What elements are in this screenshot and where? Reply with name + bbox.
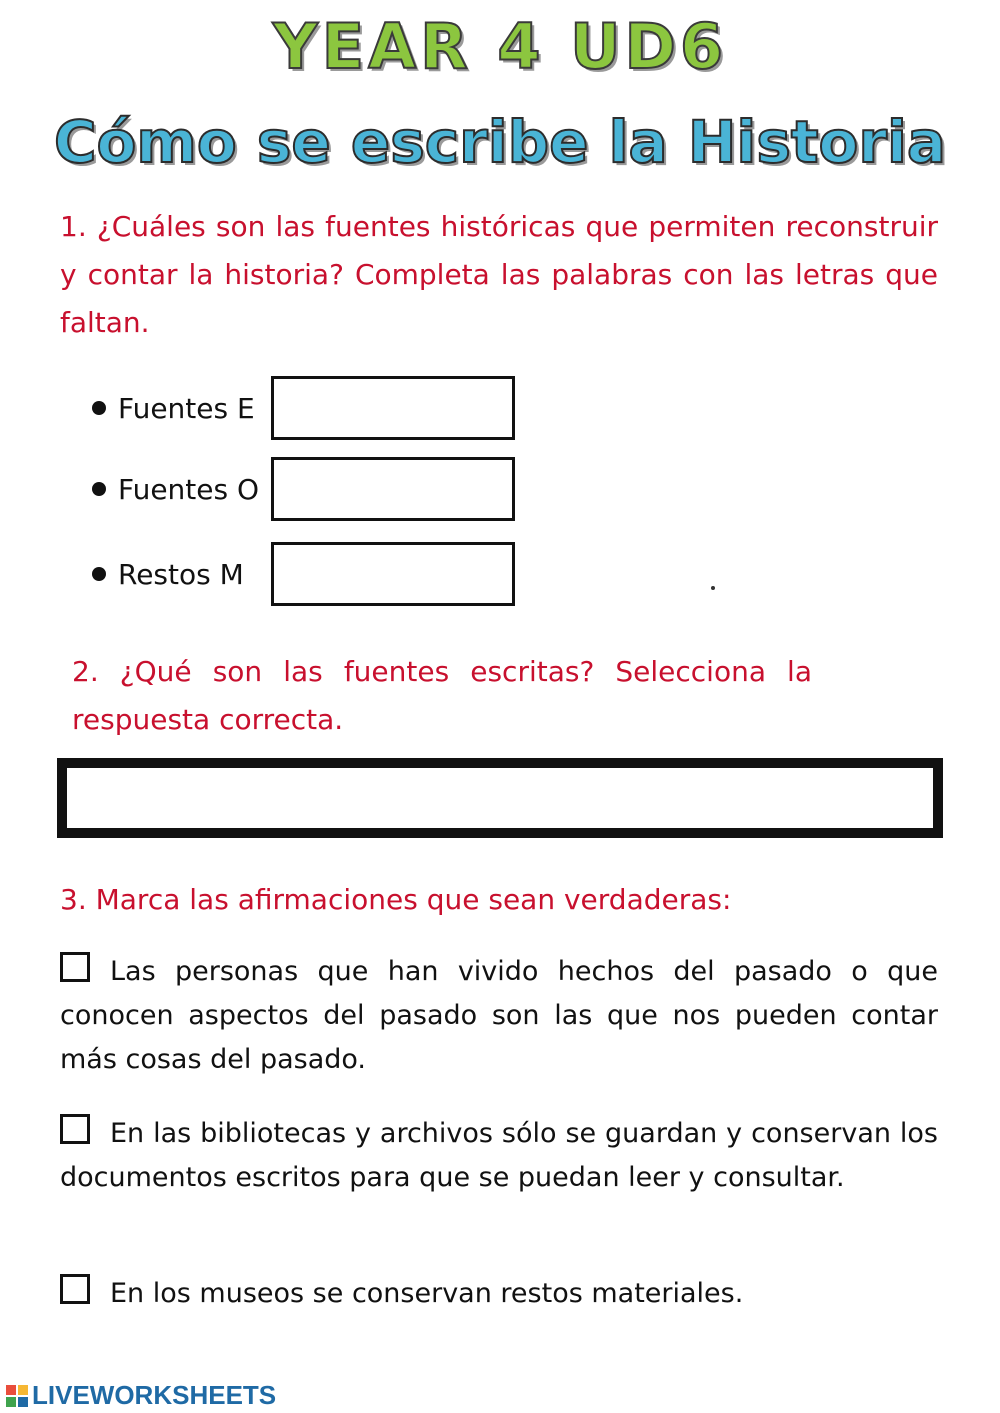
- worksheet-title: YEAR 4 UD6: [272, 10, 728, 83]
- brand-name: LIVEWORKSHEETS: [32, 1380, 277, 1410]
- statement-text: Las personas que han vivido hechos del pasado o que conocen aspectos del pasado son las que nos pueden contar más cosas del pasado.: [60, 956, 938, 1075]
- statement-2: [60, 1112, 938, 1200]
- fill-item-3: [92, 539, 268, 609]
- statement-text: En las bibliotecas y archivos sólo se guardan y conservan los documentos escritos para que se puedan leer y consultar.: [60, 1118, 938, 1193]
- checkbox-3[interactable]: [60, 1274, 90, 1304]
- logo-grid-icon: [6, 1385, 28, 1407]
- stray-dot: [711, 586, 715, 590]
- question-3-text: 3. Marca las afirmaciones que sean verdaderas:: [60, 883, 732, 916]
- answer-dropdown-box[interactable]: [57, 758, 943, 838]
- statement-1: [60, 950, 938, 1082]
- fill-item-1: [92, 373, 268, 443]
- fill-input-1[interactable]: [271, 376, 515, 440]
- fill-input-3[interactable]: [271, 542, 515, 606]
- fill-item-label: Restos M: [118, 557, 244, 591]
- fill-input-2[interactable]: [271, 457, 515, 521]
- bullet-icon: [92, 482, 106, 496]
- question-2-text: 2. ¿Qué son las fuentes escritas? Selecciona la respuesta correcta.: [72, 655, 812, 736]
- bullet-icon: [92, 401, 106, 415]
- liveworksheets-logo: [6, 1380, 276, 1411]
- worksheet-subtitle: Cómo se escribe la Historia: [53, 108, 947, 176]
- question-1-text: 1. ¿Cuáles son las fuentes históricas que permiten reconstruir y contar la historia? Completa las palabras con las letras que faltan.: [60, 210, 938, 339]
- fill-item-label: Fuentes E: [118, 391, 255, 425]
- checkbox-2[interactable]: [60, 1114, 90, 1144]
- fill-item-2: [92, 454, 268, 524]
- bullet-icon: [92, 567, 106, 581]
- statement-text: En los museos se conservan restos materiales.: [110, 1278, 744, 1309]
- checkbox-1[interactable]: [60, 952, 90, 982]
- statement-3: [60, 1272, 938, 1316]
- fill-item-label: Fuentes O: [118, 472, 260, 506]
